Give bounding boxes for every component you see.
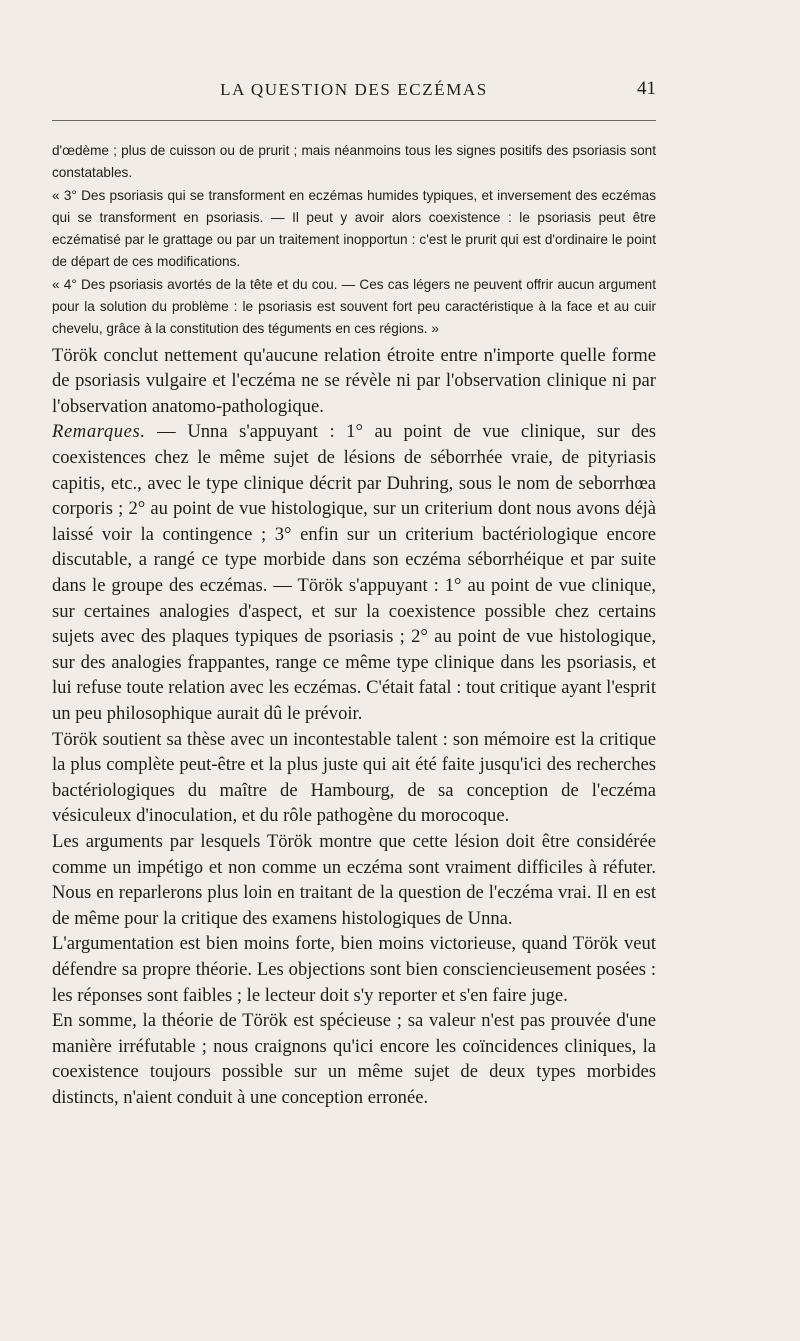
running-title: LA QUESTION DES ECZÉMAS xyxy=(220,80,488,99)
paragraph-1: Török conclut nettement qu'aucune relation étroite entre n'importe quelle forme de psoriasis vulgaire et l'eczéma ne se révèle ni par l'observation clinique ni par l'observation anatomo-pathologique. xyxy=(52,344,656,417)
quote-paragraph-1: d'œdème ; plus de cuisson ou de prurit ; mais néanmoins tous les signes positifs des psoriasis sont constatables. xyxy=(52,143,656,181)
main-text xyxy=(52,343,656,1111)
paragraph-4: Les arguments par lesquels Török montre que cette lésion doit être considérée comme un impétigo et non comme un eczéma sont vraiment difficiles à réfuter. Nous en reparlerons plus loin en traitant de la question de l'eczéma vrai. Il en est de même pour la critique des examens histologiques de Unna. xyxy=(52,830,656,929)
paragraph-3: Török soutient sa thèse avec un incontestable talent : son mémoire est la critique la plus complète peut-être et la plus juste qui ait été faite jusqu'ici des recherches bactériologiques du maître de Hambourg, de sa conception de l'eczéma vésiculeux d'inoculation, et du rôle pathogène du morocoque. xyxy=(52,728,656,827)
paragraph-6: En somme, la théorie de Török est spécieuse ; sa valeur n'est pas prouvée d'une manière irréfutable ; nous craignons qu'ici encore les coïncidences cliniques, la coexistence toujours possible sur un même sujet de deux types morbides distincts, n'aient conduit à une conception erronée. xyxy=(52,1010,656,1108)
paragraph-2 xyxy=(52,419,656,726)
quote-paragraph-3: « 4° Des psoriasis avortés de la tête et du cou. — Ces cas légers ne peuvent offrir aucun argument pour la solution du problème : le psoriasis est souvent fort peu caractéristique à la face et au cuir chevelu, grâce à la constitution des téguments en ces régions. » xyxy=(52,276,656,337)
paragraph-5: L'argumentation est bien moins forte, bien moins victorieuse, quand Török veut défendre sa propre théorie. Les objections sont bien consciencieusement posées : les réponses sont faibles ; le lecteur doit s'y reporter et s'en faire juge. xyxy=(52,933,656,1006)
quoted-block xyxy=(52,140,656,341)
remarques-lead: Remarques. xyxy=(52,421,146,443)
page-body xyxy=(52,140,656,1110)
page-number: 41 xyxy=(637,78,656,99)
quote-paragraph-2: « 3° Des psoriasis qui se transforment en eczémas humides typiques, et inversement des eczémas qui se transforment en psoriasis. — Il peut y avoir alors coexistence : le psoriasis peut être eczématisé par le grattage ou par un traitement inopportun : c'est le prurit qui est d'ordinaire le point de départ de ces modifications. xyxy=(52,187,656,270)
page-header xyxy=(52,78,656,102)
paragraph-2-text: — Unna s'appuyant : 1° au point de vue clinique, sur des coexistences chez le même sujet de lésions de séborrhée vraie, de pityriasis capitis, etc., avec le type clinique décrit par Duhring, sous le nom de seborrhœa corporis ; 2° au point de vue histologique, sur un criterium dont nous avons déjà laissé voir la contingence ; 3° enfin sur un criterium bactériologique encore discutable, a rangé ce type morbide dans son eczéma séborrhéique et par suite dans le groupe des eczémas. — Török s'appuyant : 1° au point de vue clinique, sur certaines analogies d'aspect, et sur la coexistence possible chez certains sujets avec des plaques typiques de psoriasis ; 2° au point de vue histologique, sur des analogies frappantes, range ce même type clinique dans les psoriasis, et lui refuse toute relation avec les eczémas. C'était fatal : tout critique ayant l'esprit un peu philosophique aurait dû le prévoir. xyxy=(52,421,656,724)
header-rule xyxy=(52,120,656,121)
